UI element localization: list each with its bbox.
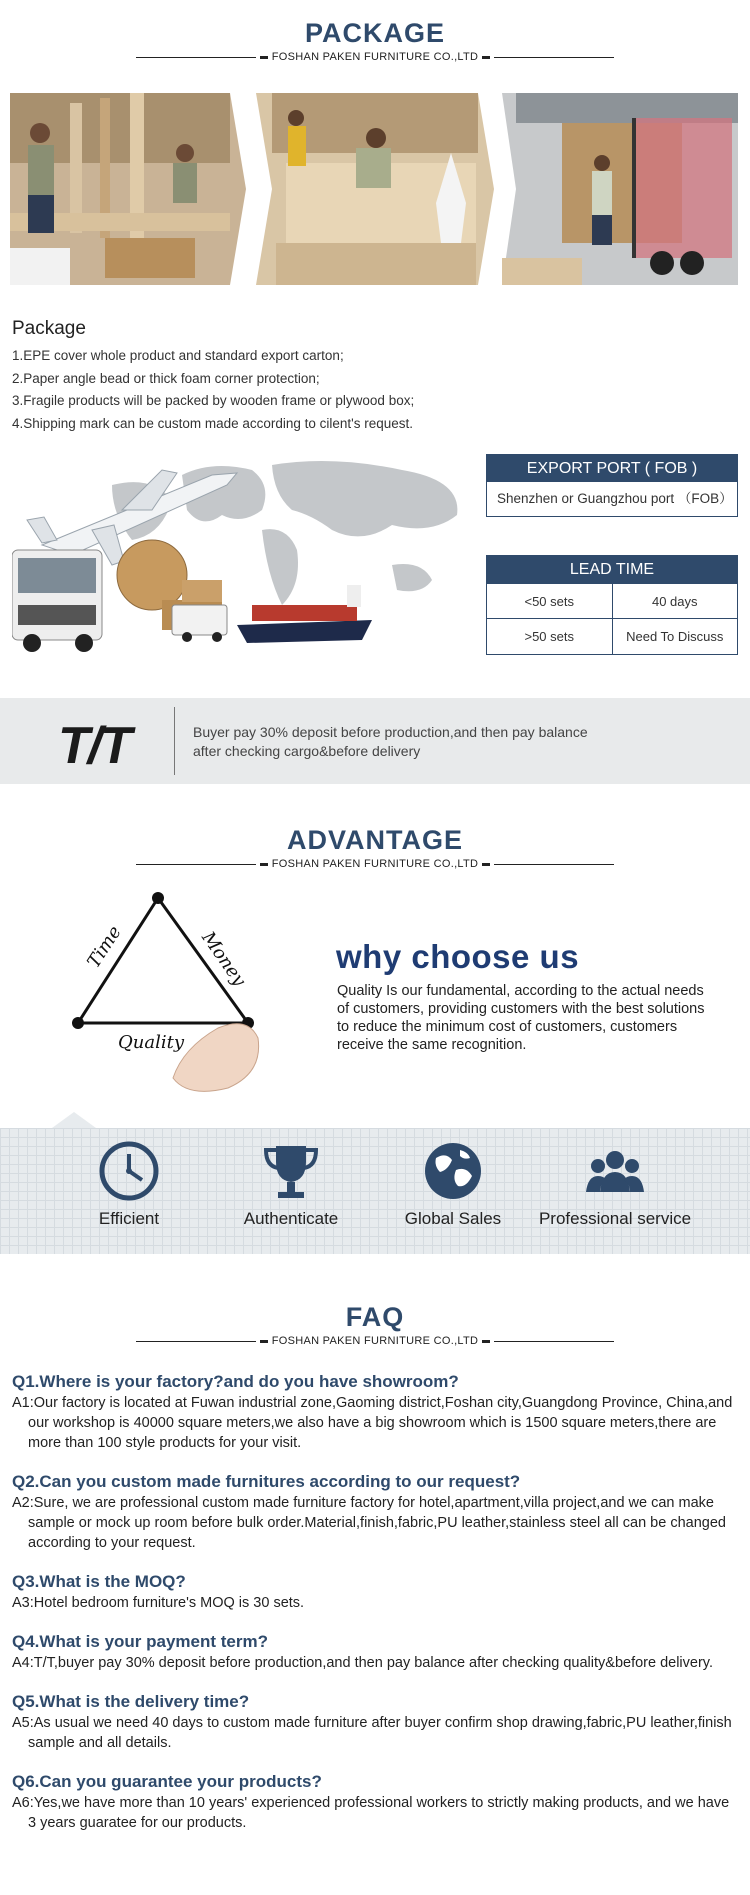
package-heading: Package <box>12 318 86 339</box>
feature-label: Global Sales <box>404 1209 502 1228</box>
feature-global-sales <box>368 1140 538 1228</box>
divider-dot <box>260 863 268 866</box>
divider-dot <box>260 56 268 59</box>
feature-label: Professional service <box>538 1209 692 1228</box>
faq-question: Q4.What is your payment term? <box>12 1632 268 1651</box>
lead-time-box <box>486 555 738 655</box>
faq-question: Q6.Can you guarantee your products? <box>12 1772 322 1791</box>
faq-item <box>12 1631 740 1673</box>
globe-icon <box>422 1140 484 1202</box>
package-title: PACKAGE <box>304 18 445 48</box>
faq-answer: A6:Yes,we have more than 10 years' experienced professional workers to strictly making products, and we have 3 years guaratee for our products. <box>12 1795 730 1831</box>
faq-item <box>12 1571 740 1613</box>
truck-icon <box>12 550 102 652</box>
divider-dot <box>482 863 490 866</box>
triangle-time-label: Time <box>83 922 126 972</box>
logistics-illustration <box>12 455 472 660</box>
table-row <box>487 584 737 619</box>
tt-logo: T/T <box>58 717 130 775</box>
lead-qty: >50 sets <box>487 619 612 654</box>
clock-icon <box>98 1140 160 1202</box>
package-item: 4.Shipping mark can be custom made according to cilent's request. <box>12 415 414 431</box>
divider-dot <box>260 1340 268 1343</box>
divider-line <box>494 1341 614 1342</box>
package-subtitle: FOSHAN PAKEN FURNITURE CO.,LTD <box>271 51 479 63</box>
divider-line <box>136 57 256 58</box>
hand-icon <box>173 1024 259 1092</box>
faq-title: FAQ <box>345 1302 405 1332</box>
why-choose-us-title: why choose us <box>336 938 580 975</box>
payment-divider <box>174 707 175 775</box>
feature-professional-service <box>530 1140 700 1228</box>
advantage-subtitle: FOSHAN PAKEN FURNITURE CO.,LTD <box>271 858 479 870</box>
faq-question: Q5.What is the delivery time? <box>12 1692 250 1711</box>
advantage-subtitle-row <box>0 858 750 870</box>
divider-line <box>136 864 256 865</box>
package-subtitle-row <box>0 51 750 63</box>
package-item: 3.Fragile products will be packed by wooden frame or plywood box; <box>12 393 415 408</box>
feature-efficient <box>44 1140 214 1228</box>
faq-question: Q2.Can you custom made furnitures according to our request? <box>12 1472 521 1491</box>
faq-answer: A1:Our factory is located at Fuwan industrial zone,Gaoming district,Foshan city,Guangdong Province, China,and our workshop is 40000 square meters,we also have a big showroom which is 1500 square meters,there are more than 100 style products for your visit. <box>12 1395 733 1451</box>
payment-text: Buyer pay 30% deposit before production,and then pay balance after checking cargo&before delivery <box>193 724 588 759</box>
packing-photo-workshop <box>10 93 246 285</box>
team-icon <box>584 1140 646 1202</box>
divider-line <box>494 864 614 865</box>
faq-question: Q1.Where is your factory?and do you have showroom? <box>12 1372 459 1391</box>
faq-subtitle-row <box>0 1335 750 1347</box>
packing-photo-container <box>502 93 738 285</box>
lead-days: 40 days <box>612 584 737 619</box>
export-port-body: Shenzhen or Guangzhou port （FOB） <box>497 491 733 506</box>
feature-label: Authenticate <box>243 1209 339 1228</box>
why-choose-us-text: Quality Is our fundamental, according to the actual needs of customers, providing customers with the best solutions to reduce the minimum cost of customers, customers receive the same recognition. <box>337 983 705 1053</box>
faq-item <box>12 1471 740 1553</box>
package-item: 1.EPE cover whole product and standard export carton; <box>12 348 344 363</box>
faq-answer: A3:Hotel bedroom furniture's MOQ is 30 sets. <box>12 1595 305 1611</box>
lead-time-table <box>487 583 737 654</box>
van-icon <box>172 605 227 642</box>
advantage-title: ADVANTAGE <box>287 825 463 855</box>
lead-days: Need To Discuss <box>612 619 737 654</box>
band-notch <box>52 1112 96 1128</box>
divider-dot <box>482 56 490 59</box>
faq-answer: A5:As usual we need 40 days to custom made furniture after buyer confirm shop drawing,fabric,PU leather,finish sample and all details. <box>12 1715 732 1751</box>
package-list <box>12 345 414 435</box>
lead-time-header: LEAD TIME <box>487 556 737 583</box>
divider-dot <box>482 1340 490 1343</box>
package-item: 2.Paper angle bead or thick foam corner protection; <box>12 370 320 386</box>
export-port-header: EXPORT PORT ( FOB ) <box>487 455 737 482</box>
faq-subtitle: FOSHAN PAKEN FURNITURE CO.,LTD <box>271 1335 479 1347</box>
packing-photo-foam <box>256 93 494 285</box>
faq-answer: A4:T/T,buyer pay 30% deposit before production,and then pay balance after checking quality&before delivery. <box>12 1655 713 1671</box>
faq-question: Q3.What is the MOQ? <box>12 1572 186 1591</box>
export-port-box <box>486 454 738 517</box>
divider-line <box>136 1341 256 1342</box>
divider-line <box>494 57 614 58</box>
triangle-quality-label: Quality <box>118 1032 184 1053</box>
faq-item <box>12 1691 740 1753</box>
faq-answer: A2:Sure, we are professional custom made furniture factory for hotel,apartment,villa project,and we can make sample or mock up room before bulk order.Material,finish,fabric,PU leather,stainless steel all can be changed according to your request. <box>12 1495 726 1551</box>
faq-list <box>12 1371 740 1833</box>
faq-item <box>12 1371 740 1453</box>
cargo-ship-icon <box>237 585 372 643</box>
time-money-quality-triangle <box>58 888 268 1098</box>
table-row <box>487 619 737 654</box>
feature-authenticate <box>206 1140 376 1228</box>
lead-qty: <50 sets <box>487 584 612 619</box>
triangle-money-label: Money <box>197 927 250 991</box>
feature-label: Efficient <box>98 1209 160 1228</box>
faq-item <box>12 1771 740 1833</box>
trophy-icon <box>260 1140 322 1202</box>
